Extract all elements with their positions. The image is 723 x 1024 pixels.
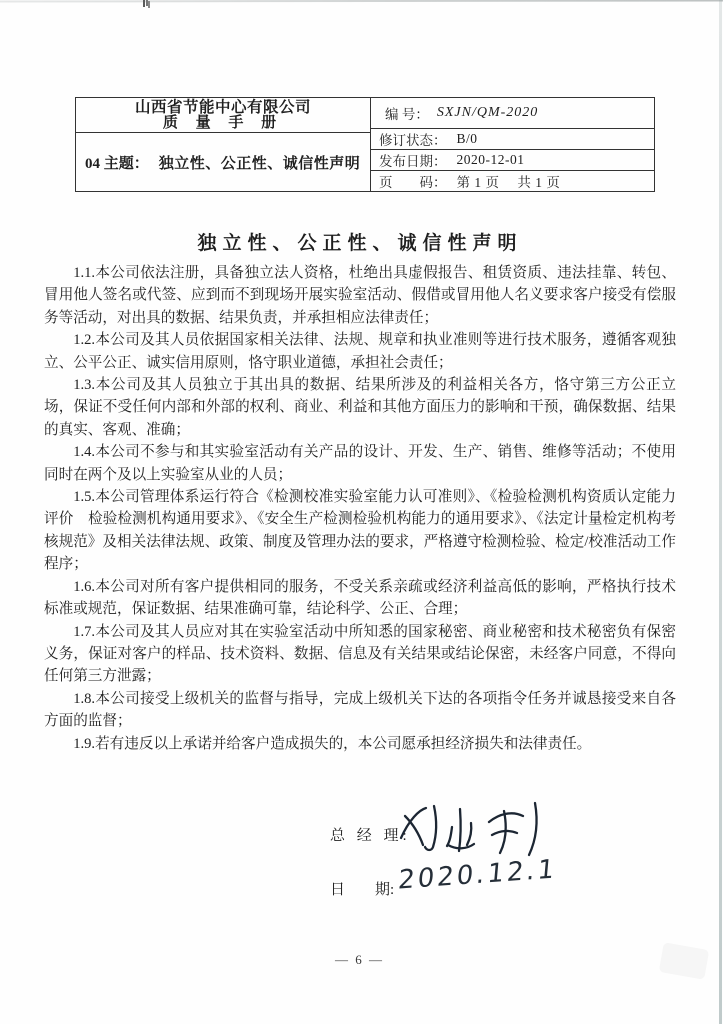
- handwritten-signature: [396, 796, 546, 862]
- body-paragraph: 1.7.本公司及其人员应对其在实验室活动中所知悉的国家秘密、商业秘密和技术秘密负有保密义务，保证对客户的样品、技术资料、数据、信息及有关结果或结论保密，未经客户同意，不得向任何第三方泄露；: [44, 623, 676, 685]
- body-paragraph: 1.4.本公司不参与和其实验室活动有关产品的设计、开发、生产、销售、维修等活动；不使用同时在两个及以上实验室从业的人员；: [44, 444, 676, 483]
- page-code-row: [371, 171, 654, 191]
- subject-title: 独立性、公正性、诚信性声明: [158, 155, 361, 172]
- subject-prefix: 04 主题：: [85, 155, 149, 172]
- company-name: 山西省节能中心有限公司: [134, 99, 311, 116]
- revision-status-row: [371, 129, 654, 150]
- revision-status-value: B/0: [456, 131, 478, 146]
- body-paragraph: 1.3.本公司及其人员独立于其出具的数据、结果所涉及的利益相关各方，恪守第三方公正立场，保证不受任何内部和外部的权利、商业、利益和其他方面压力的影响和干预，确保数据、结果的真实、客观、准确；: [44, 377, 676, 438]
- subject-cell: [76, 133, 370, 191]
- body-paragraph: 1.6.本公司对所有客户提供相同的服务，不受关系亲疏或经济利益高低的影响，严格执行技术标准或规范，保证数据、结果准确可靠，结论科学、公正、合理；: [44, 578, 676, 618]
- company-cell: [76, 98, 370, 133]
- doc-number-cell: [371, 98, 654, 129]
- scan-artifact-speck: [143, 0, 145, 7]
- manual-name: 质 量 手 册: [162, 115, 284, 131]
- issue-date-row: [371, 150, 654, 171]
- body-paragraph: 1.5.本公司管理体系运行符合《检测校准实验室能力认可准则》、《检验检测机构资质认定能力评价 检验检测机构通用要求》、《安全生产检测检验机构能力的通用要求》、《法定计量检定机构考核规范》及相关法律法规、政策、制度及管理办法的要求，严格遵守检测检验、检定/校准活动工作程序；: [44, 489, 676, 573]
- declaration-title: 独立性、公正性、诚信性声明: [197, 233, 523, 254]
- scan-artifact-right-edge: [719, 0, 722, 1024]
- header-right-column: [371, 98, 654, 191]
- issue-date-label: 发布日期：: [379, 154, 447, 169]
- page-code-label: 页 码：: [379, 175, 447, 190]
- footer-page-number: — 6 —: [335, 952, 384, 967]
- body-paragraph: 1.9.若有违反以上承诺并给客户造成损失的，本公司愿承担经济损失和法律责任。: [73, 735, 592, 752]
- page-code-value: 第 1 页 共 1 页: [456, 175, 561, 190]
- body-paragraph: 1.2.本公司及其人员依据国家相关法律、法规、规章和执业准则等进行技术服务，遵循客观独立、公平公正、诚实信用原则，恪守职业道德，承担社会责任；: [44, 332, 676, 371]
- declaration-paragraphs: [44, 262, 676, 755]
- issue-date-value: 2020-12-01: [456, 152, 525, 167]
- body-paragraph: 1.1.本公司依法注册，具备独立法人资格，杜绝出具虚假报告、租赁资质、违法挂靠、转包、冒用他人签名或代签、应到而不到现场开展实验室活动、假借或冒用他人名义要求客户接受有偿服务等活动，对出具的数据、结果负责，并承担相应法律责任；: [44, 265, 676, 326]
- doc-number-label: 编 号：: [385, 107, 429, 122]
- body-paragraph: 1.8.本公司接受上级机关的监督与指导，完成上级机关下达的各项指令任务并诚恳接受来自各方面的监督；: [44, 690, 676, 730]
- header-left-column: [76, 98, 371, 191]
- doc-number-value: SXJN/QM-2020: [436, 105, 539, 120]
- general-manager-label: 总 经 理:: [330, 828, 411, 844]
- revision-status-label: 修订状态：: [379, 133, 447, 148]
- handwritten-date: 2020.12.1: [396, 854, 559, 896]
- document-header-table: [75, 97, 655, 192]
- scan-artifact-top-edge: [0, 0, 723, 3]
- date-label: 日 期:: [330, 882, 395, 898]
